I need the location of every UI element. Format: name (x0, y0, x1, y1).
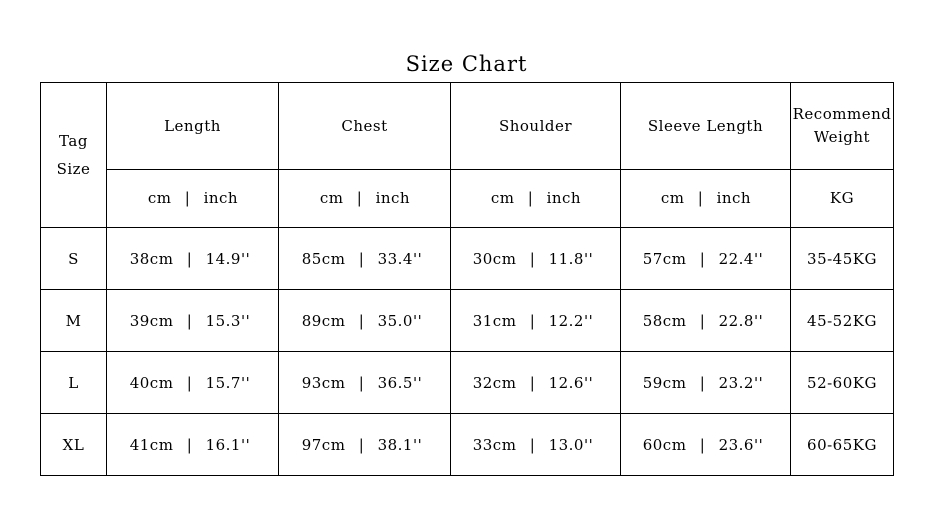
row-shoulder-inch: 12.6'' (548, 373, 594, 392)
row-length-cm: 38cm (129, 249, 174, 268)
header-weight-line2: Weight (813, 127, 871, 146)
row-shoulder (451, 290, 621, 352)
unit-sleeve (621, 169, 791, 227)
unit-sleeve-cm: cm (660, 189, 685, 208)
row-shoulder (451, 352, 621, 414)
row-weight: 52-60KG (791, 352, 894, 414)
unit-chest-separator: | (356, 189, 363, 208)
row-length-cm: 40cm (129, 373, 174, 392)
row-shoulder-inch: 13.0'' (548, 435, 594, 454)
row-chest-inch: 33.4'' (377, 249, 423, 268)
row-length-separator: | (186, 311, 193, 330)
row-chest-cm: 97cm (301, 435, 346, 454)
header-tag-line1: Tag (59, 131, 88, 150)
unit-shoulder (451, 169, 621, 227)
row-sleeve-separator: | (699, 311, 706, 330)
row-shoulder-separator: | (529, 249, 536, 268)
row-weight: 60-65KG (791, 414, 894, 476)
header-chest: Chest (279, 83, 451, 170)
row-shoulder-separator: | (529, 435, 536, 454)
row-weight: 35-45KG (791, 228, 894, 290)
row-chest (279, 228, 451, 290)
row-chest-inch: 36.5'' (377, 373, 423, 392)
row-sleeve-inch: 23.2'' (718, 373, 764, 392)
page-title: Size Chart (405, 52, 528, 76)
table-row (41, 352, 894, 414)
row-length (107, 414, 279, 476)
row-length-separator: | (186, 249, 193, 268)
row-length-separator: | (186, 373, 193, 392)
row-sleeve-cm: 60cm (642, 435, 687, 454)
row-chest-cm: 93cm (301, 373, 346, 392)
header-length: Length (107, 83, 279, 170)
unit-weight-kg: KG (791, 169, 894, 227)
row-shoulder-inch: 12.2'' (548, 311, 594, 330)
row-length (107, 228, 279, 290)
table-header-unit-row (41, 169, 894, 227)
unit-chest-inch: inch (375, 189, 411, 208)
row-length (107, 352, 279, 414)
row-shoulder-cm: 32cm (472, 373, 517, 392)
row-chest-separator: | (358, 249, 365, 268)
unit-shoulder-inch: inch (546, 189, 582, 208)
row-size: XL (41, 414, 107, 476)
row-length-cm: 39cm (129, 311, 174, 330)
row-shoulder-separator: | (529, 311, 536, 330)
row-chest (279, 352, 451, 414)
row-weight: 45-52KG (791, 290, 894, 352)
row-length-inch: 15.7'' (205, 373, 251, 392)
row-length-inch: 16.1'' (205, 435, 251, 454)
unit-chest (279, 169, 451, 227)
row-length-inch: 14.9'' (205, 249, 251, 268)
table-header-group-row (41, 83, 894, 170)
row-sleeve-cm: 57cm (642, 249, 687, 268)
row-sleeve-cm: 58cm (642, 311, 687, 330)
row-shoulder-inch: 11.8'' (548, 249, 594, 268)
row-shoulder (451, 228, 621, 290)
row-sleeve (621, 352, 791, 414)
header-weight-line1: Recommend (792, 105, 892, 124)
header-tag-size (41, 83, 107, 228)
row-shoulder-separator: | (529, 373, 536, 392)
row-length-cm: 41cm (129, 435, 174, 454)
unit-length-separator: | (184, 189, 191, 208)
table-row (41, 414, 894, 476)
size-chart-table (40, 82, 894, 476)
unit-shoulder-cm: cm (490, 189, 515, 208)
row-chest-inch: 35.0'' (377, 311, 423, 330)
row-shoulder (451, 414, 621, 476)
row-size: M (41, 290, 107, 352)
row-sleeve (621, 414, 791, 476)
header-shoulder: Shoulder (451, 83, 621, 170)
row-chest (279, 290, 451, 352)
row-chest-cm: 89cm (301, 311, 346, 330)
row-length (107, 290, 279, 352)
row-chest-separator: | (358, 311, 365, 330)
unit-chest-cm: cm (319, 189, 344, 208)
row-length-separator: | (186, 435, 193, 454)
row-sleeve-cm: 59cm (642, 373, 687, 392)
row-sleeve-inch: 22.8'' (718, 311, 764, 330)
unit-length-cm: cm (147, 189, 172, 208)
table-row (41, 290, 894, 352)
unit-length-inch: inch (203, 189, 239, 208)
row-sleeve-separator: | (699, 373, 706, 392)
row-sleeve-inch: 23.6'' (718, 435, 764, 454)
row-sleeve (621, 290, 791, 352)
row-sleeve (621, 228, 791, 290)
unit-length (107, 169, 279, 227)
row-sleeve-inch: 22.4'' (718, 249, 764, 268)
row-sleeve-separator: | (699, 249, 706, 268)
row-chest-inch: 38.1'' (377, 435, 423, 454)
row-chest-cm: 85cm (301, 249, 346, 268)
row-length-inch: 15.3'' (205, 311, 251, 330)
table-row (41, 228, 894, 290)
header-sleeve-length: Sleeve Length (621, 83, 791, 170)
row-chest-separator: | (358, 373, 365, 392)
header-tag-line2: Size (56, 160, 91, 178)
size-chart-table-wrapper (40, 82, 893, 476)
row-size: S (41, 228, 107, 290)
row-shoulder-cm: 31cm (472, 311, 517, 330)
row-chest (279, 414, 451, 476)
row-size: L (41, 352, 107, 414)
row-shoulder-cm: 30cm (472, 249, 517, 268)
unit-sleeve-inch: inch (716, 189, 752, 208)
unit-sleeve-separator: | (697, 189, 704, 208)
row-shoulder-cm: 33cm (472, 435, 517, 454)
unit-shoulder-separator: | (527, 189, 534, 208)
row-sleeve-separator: | (699, 435, 706, 454)
row-chest-separator: | (358, 435, 365, 454)
header-recommend-weight (791, 83, 894, 170)
